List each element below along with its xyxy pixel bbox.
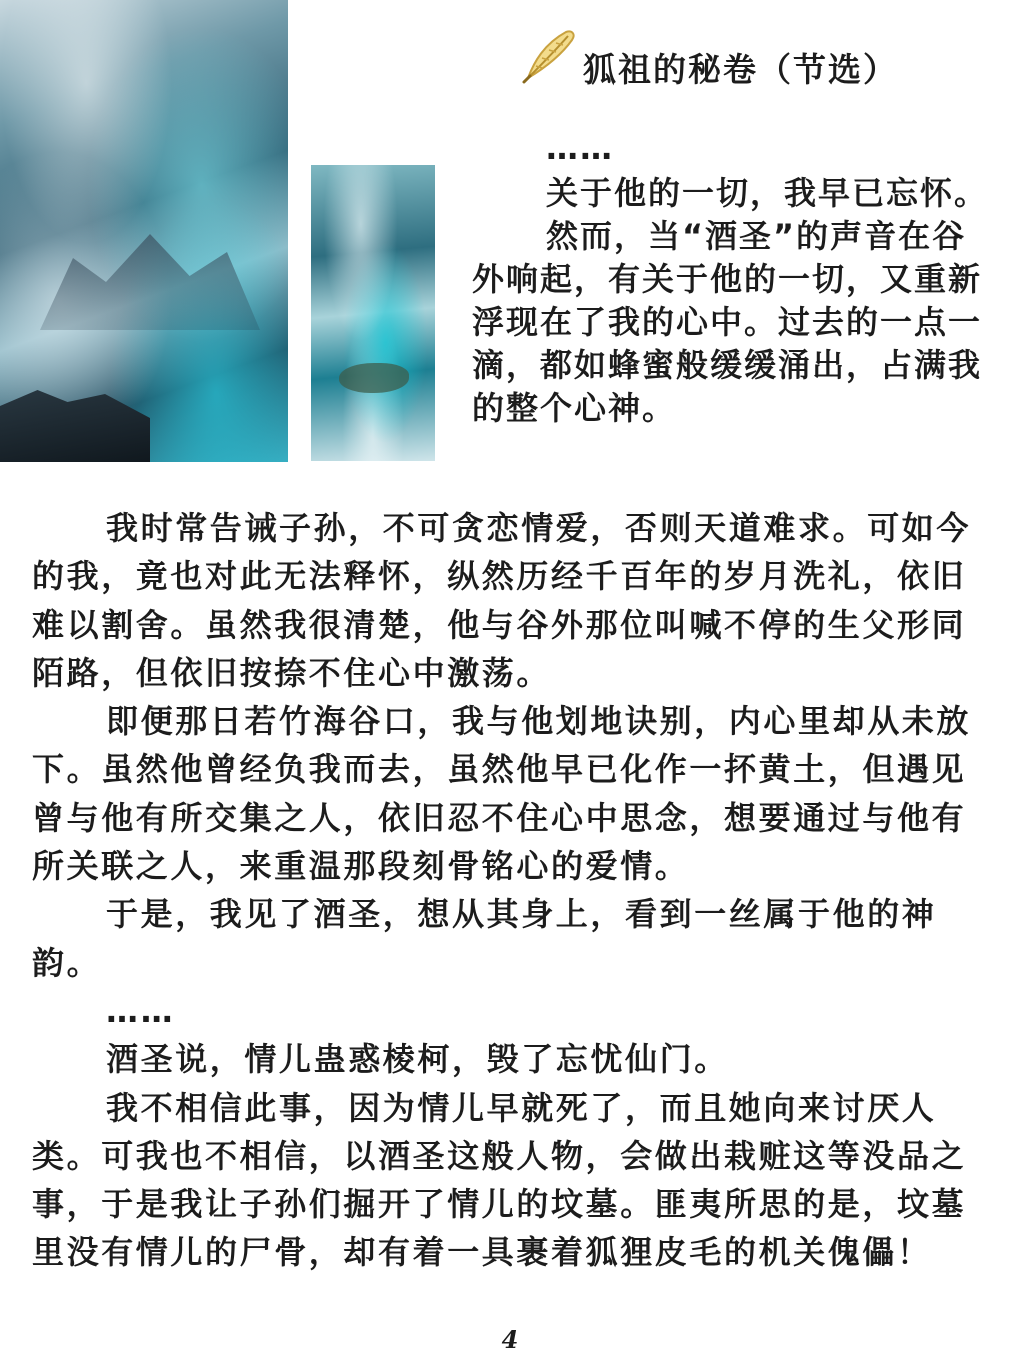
page-title: 狐祖的秘卷（节选） (583, 50, 898, 89)
paragraph: 我不相信此事，因为情儿早就死了，而且她向来讨厌人类。可我也不相信，以酒圣这般人物，会做出栽赃这等没品之事，于是我让子孙们掘开了情儿的坟墓。匪夷所思的是，坟墓里没有情儿的尸骨，却有着一具裹着狐狸皮毛的机关傀儡！ (32, 1088, 967, 1272)
paragraph: 即便那日若竹海谷口，我与他划地诀别，内心里却从未放下。虽然他曾经负我而去，虽然他早已化作一抔黄土，但遇见曾与他有所交集之人，依旧忍不住心中思念，想要通过与他有所关联之人，来重温那段刻骨铭心的爱情。 (32, 702, 972, 886)
landscape-illustration-left (0, 0, 288, 462)
ellipsis: …… (546, 129, 614, 167)
paragraph: 我时常告诫子孙，不可贪恋情爱，否则天道难求。可如今的我，竟也对此无法释怀，纵然历经千百年的岁月洗礼，依旧难以割舍。虽然我很清楚，他与谷外那位叫喊不停的生父形同陌路，但依旧按捺不住心中激荡。 (32, 509, 972, 692)
paragraph: 酒圣说，情儿蛊惑棱柯，毁了忘忧仙门。 (106, 1040, 729, 1079)
feather-quill-icon (516, 22, 582, 88)
page-number: 4 (501, 1325, 519, 1354)
paragraph: 于是，我见了酒圣，想从其身上，看到一丝属于他的神韵。 (32, 895, 937, 982)
ellipsis: …… (106, 991, 176, 1030)
mountain-ridge (40, 210, 260, 330)
paragraph: 关于他的一切，我早已忘怀。 (546, 174, 989, 212)
side-column-text (472, 124, 990, 430)
landscape-illustration-right (311, 165, 435, 461)
island (339, 363, 409, 393)
paragraph: 然而，当“酒圣”的声音在谷外响起，有关于他的一切，又重新浮现在了我的心中。过去的一点一滴，都如蜂蜜般缓缓涌出，占满我的整个心神。 (472, 217, 983, 427)
main-body-text (32, 504, 994, 1277)
foreground-rock (0, 382, 150, 462)
